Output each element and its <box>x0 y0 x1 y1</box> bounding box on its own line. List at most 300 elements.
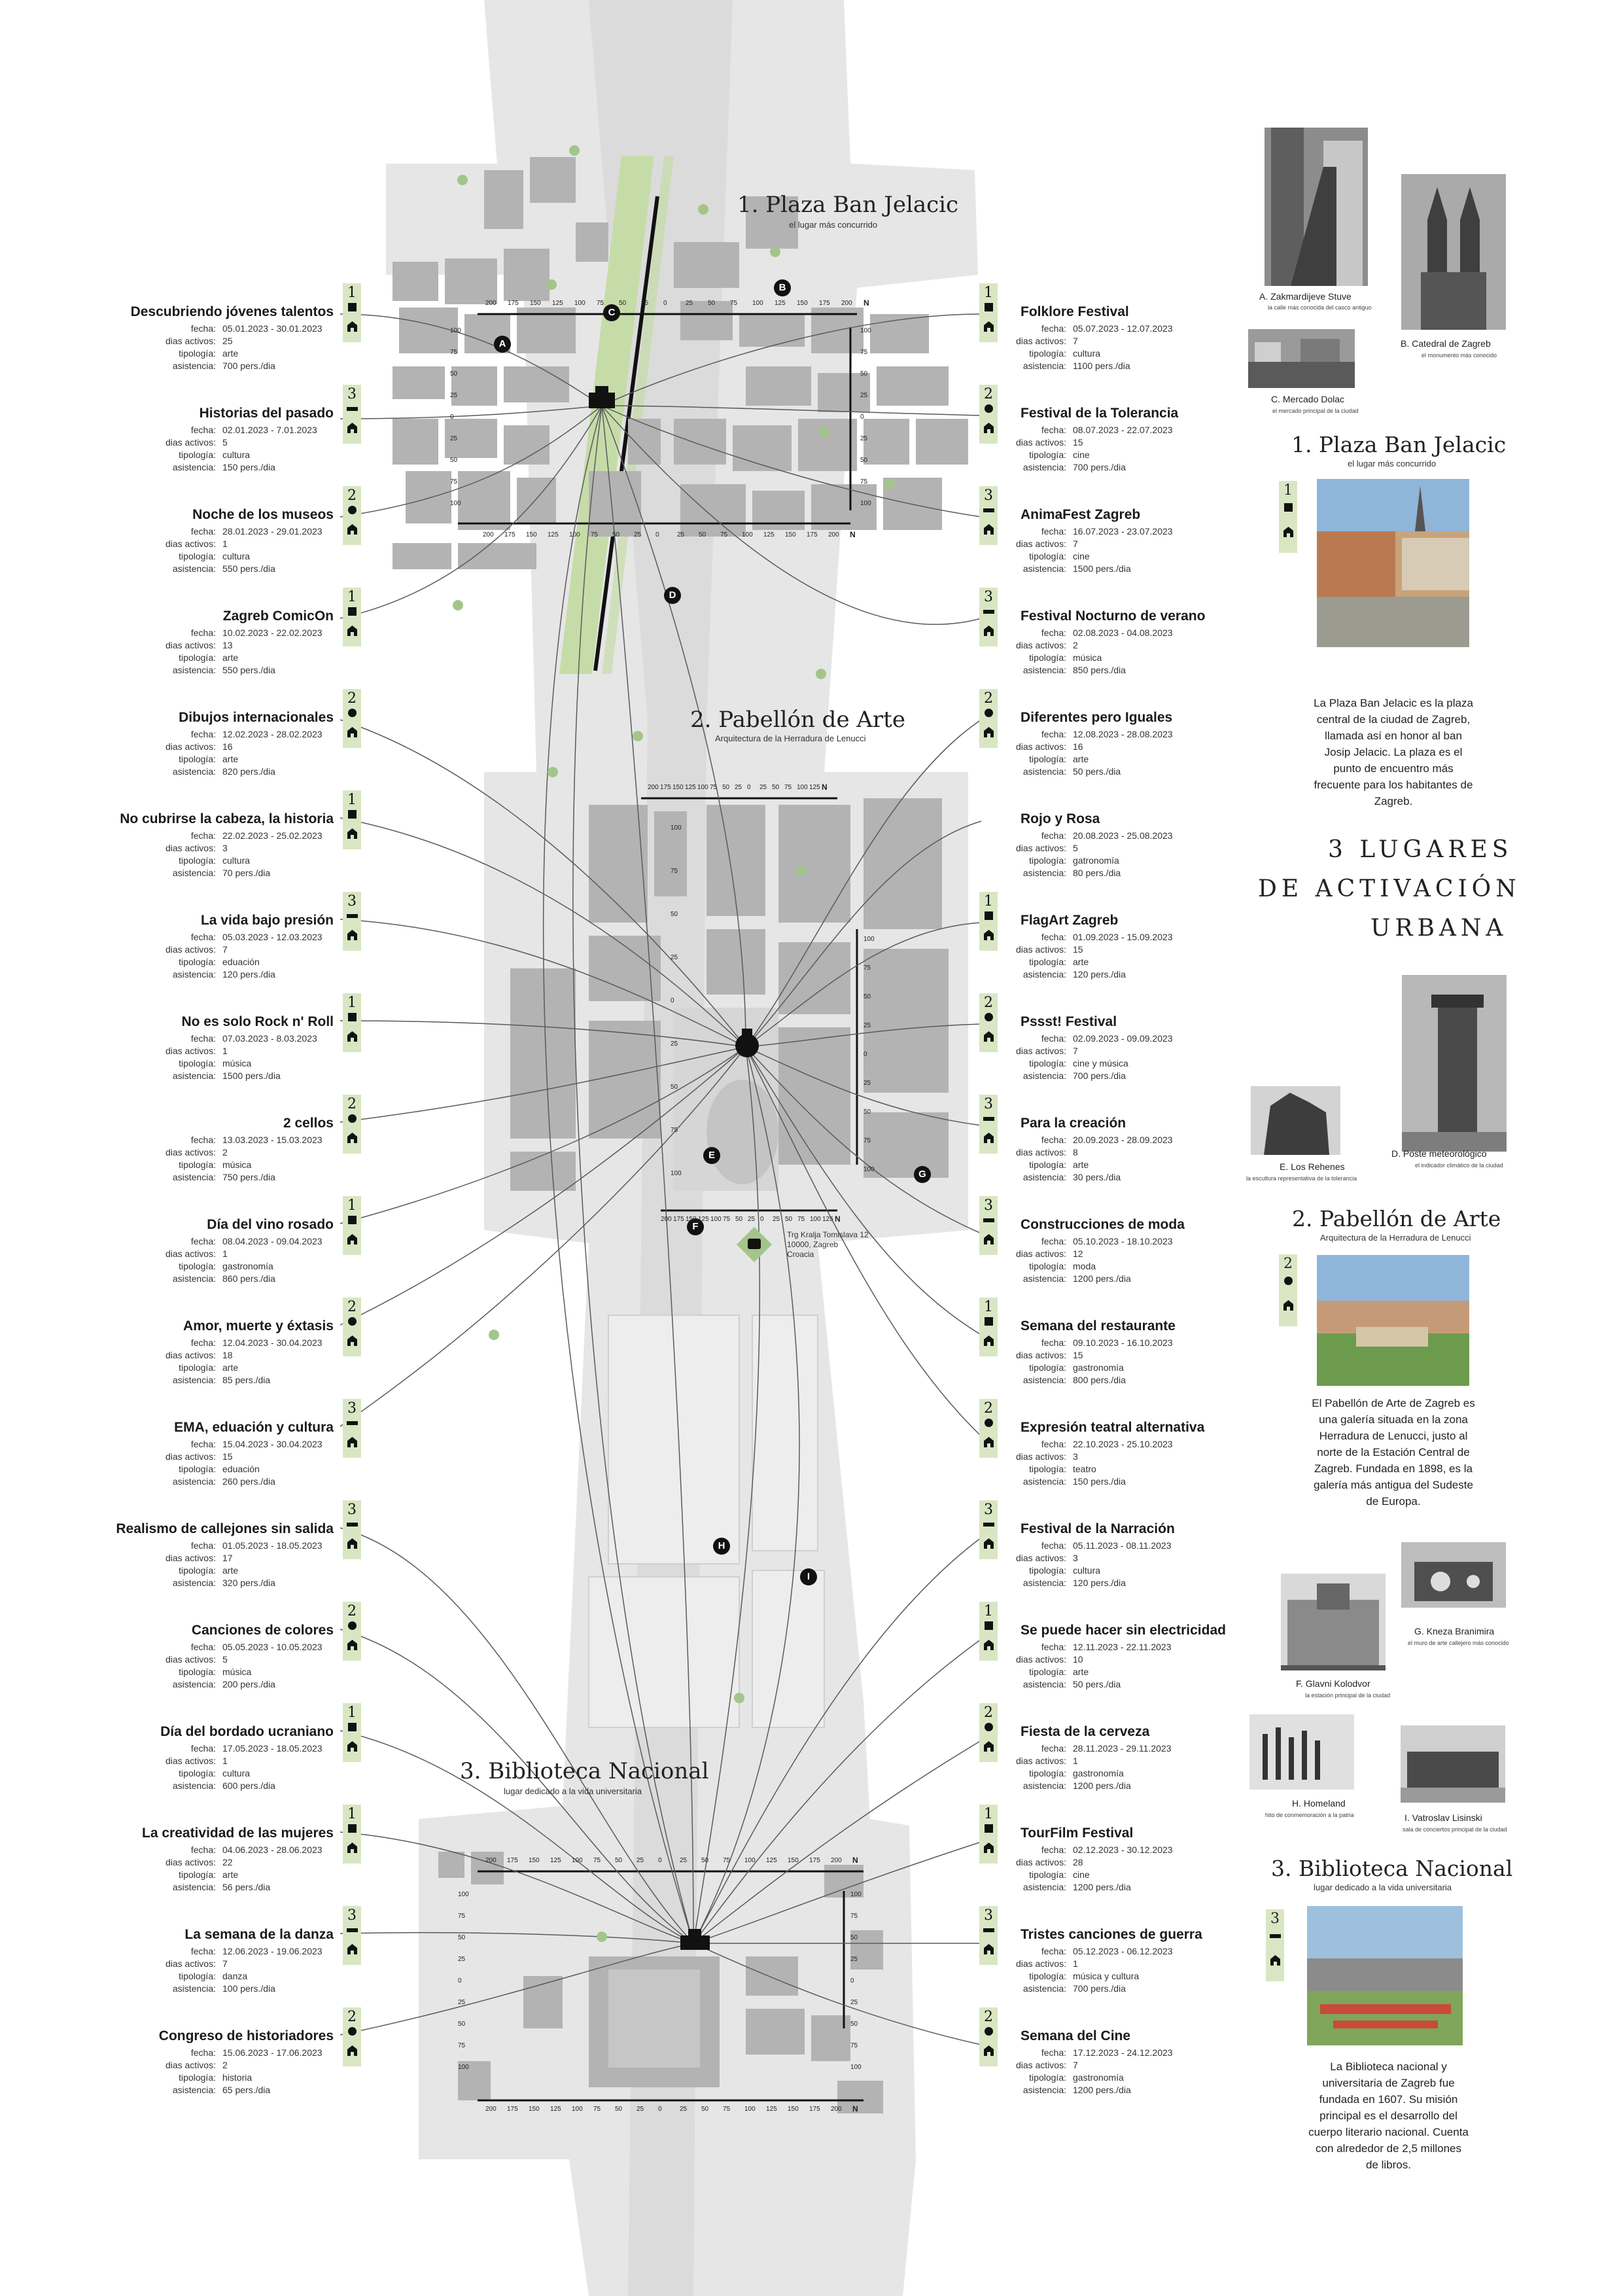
label-fecha: fecha: <box>1041 2047 1066 2058</box>
building-icon <box>984 1843 994 1853</box>
event-title: Fiesta de la cerveza <box>1021 1724 1150 1739</box>
badge-number: 1 <box>984 285 993 301</box>
circle-icon <box>348 1621 357 1630</box>
scale-tick-label: 125 <box>552 300 563 307</box>
circle-icon <box>348 2027 357 2036</box>
event-attendance: 700 pers./dia <box>222 361 275 371</box>
event-days: 10 <box>1073 1654 1083 1665</box>
vertical-tick-label: 25 <box>671 1040 678 1048</box>
photo-f-caption: F. Glavni Kolodvor <box>1296 1678 1370 1689</box>
label-asistencia: asistencia: <box>1022 563 1066 574</box>
photo-f <box>1281 1574 1386 1670</box>
badge-number: 3 <box>984 1197 993 1214</box>
address-line3: Croacia <box>787 1250 814 1259</box>
event-attendance: 120 pers./dia <box>1073 969 1126 980</box>
place-badge <box>979 283 998 342</box>
label-fecha: fecha: <box>190 323 216 334</box>
building-icon <box>984 1437 994 1447</box>
circle-icon <box>1284 1277 1293 1285</box>
event-title: Dibujos internacionales <box>179 710 334 725</box>
building-icon <box>1283 1300 1293 1311</box>
scale-tick-label: 25 <box>680 2106 688 2113</box>
label-asistencia: asistencia: <box>1022 969 1066 980</box>
scale-tick-label: 100 <box>697 784 708 791</box>
event-days: 1 <box>222 1248 228 1259</box>
scale-tick-label: 150 <box>788 2106 799 2113</box>
bar-icon <box>347 914 358 918</box>
vertical-tick-label: 50 <box>671 1084 678 1091</box>
vertical-tick-label: 50 <box>671 911 678 918</box>
label-tipologia: tipología: <box>1029 754 1066 764</box>
square-icon <box>985 303 993 311</box>
vertical-tick-label: 100 <box>450 500 461 507</box>
panel-badge-number: 3 <box>1270 1911 1280 1927</box>
scale-tick-label: 150 <box>526 531 537 539</box>
label-fecha: fecha: <box>1041 729 1066 739</box>
building-icon <box>347 1133 357 1143</box>
building-icon <box>984 930 994 940</box>
north-indicator: N <box>822 783 828 792</box>
event-attendance: 1200 pers./dia <box>1073 1882 1131 1892</box>
event-date: 20.09.2023 - 28.09.2023 <box>1073 1135 1173 1145</box>
scale-tick-label: 25 <box>677 531 685 539</box>
photo-i-caption: I. Vatroslav Lisinski <box>1405 1812 1482 1823</box>
label-fecha: fecha: <box>1041 1642 1066 1652</box>
label-tipologia: tipología: <box>179 957 216 967</box>
event-title: Diferentes pero Iguales <box>1021 710 1173 725</box>
north-indicator: N <box>852 2104 858 2113</box>
badge-number: 3 <box>984 487 993 504</box>
label-fecha: fecha: <box>1041 526 1066 537</box>
place-badge <box>343 1196 361 1255</box>
building-icon <box>984 321 994 332</box>
event-title: 2 cellos <box>283 1116 334 1131</box>
label-fecha: fecha: <box>190 1845 216 1855</box>
event-type: gastronomía <box>1073 1768 1124 1778</box>
scale-tick-label: 0 <box>760 1216 764 1223</box>
building-icon <box>984 626 994 636</box>
event-title: Zagreb ComicOn <box>222 609 334 624</box>
scale-tick-label: 150 <box>788 1857 799 1864</box>
label-fecha: fecha: <box>1041 1946 1066 1956</box>
event-attendance: 30 pers./dia <box>1073 1172 1121 1182</box>
scale-tick-label: 100 <box>574 300 585 307</box>
event-date: 04.06.2023 - 28.06.2023 <box>222 1845 323 1855</box>
scale-tick-label: 100 <box>569 531 580 539</box>
scale-tick-label: 0 <box>663 300 667 307</box>
label-asistencia: asistencia: <box>172 361 216 371</box>
event-date: 22.02.2023 - 25.02.2023 <box>222 830 323 841</box>
label-fecha: fecha: <box>190 1439 216 1449</box>
vertical-tick-label: 0 <box>850 1977 854 1985</box>
event-type: música <box>222 1159 252 1170</box>
place-badge <box>979 1602 998 1661</box>
place-badge <box>979 1298 998 1356</box>
badge-number: 2 <box>984 1400 993 1417</box>
event-attendance: 1200 pers./dia <box>1073 2085 1131 2095</box>
event-attendance: 260 pers./dia <box>222 1476 275 1487</box>
label-fecha: fecha: <box>190 526 216 537</box>
scale-tick-label: 100 <box>752 300 763 307</box>
place-badge <box>343 1906 361 1965</box>
label-dias: dias activos: <box>1015 1857 1066 1867</box>
building-icon <box>984 1944 994 1954</box>
event-date: 01.09.2023 - 15.09.2023 <box>1073 932 1173 942</box>
event-date: 08.04.2023 - 09.04.2023 <box>222 1236 323 1246</box>
event-attendance: 120 pers./dia <box>1073 1578 1126 1588</box>
place-subtitle-3: lugar dedicado a la vida universitaria <box>504 1786 642 1796</box>
scale-tick-label: 125 <box>809 784 820 791</box>
square-icon <box>348 607 357 616</box>
label-dias: dias activos: <box>1015 2060 1066 2070</box>
scale-tick-label: 150 <box>785 531 796 539</box>
event-date: 22.10.2023 - 25.10.2023 <box>1073 1439 1173 1449</box>
place-badge <box>343 790 361 849</box>
marker-d[interactable]: D <box>664 587 681 604</box>
scale-tick-label: 25 <box>637 1857 644 1864</box>
circle-icon <box>985 1013 993 1021</box>
label-dias: dias activos: <box>165 1857 216 1867</box>
event-title: Canciones de colores <box>191 1623 334 1638</box>
vertical-tick-label: 25 <box>450 435 458 442</box>
event-date: 16.07.2023 - 23.07.2023 <box>1073 526 1173 537</box>
event-date: 10.02.2023 - 22.02.2023 <box>222 627 323 638</box>
scale-tick-label: 50 <box>785 1216 793 1223</box>
label-fecha: fecha: <box>190 1033 216 1044</box>
label-dias: dias activos: <box>1015 843 1066 853</box>
photo-h-caption: H. Homeland <box>1292 1798 1346 1809</box>
label-tipologia: tipología: <box>179 2072 216 2083</box>
event-date: 12.02.2023 - 28.02.2023 <box>222 729 323 739</box>
vertical-tick-label: 50 <box>850 2021 858 2028</box>
label-fecha: fecha: <box>190 932 216 942</box>
vertical-tick-label: 25 <box>458 1956 466 1963</box>
scale-tick-label: 75 <box>720 531 728 539</box>
event-title: Noche de los museos <box>192 507 334 522</box>
label-dias: dias activos: <box>1015 1350 1066 1360</box>
event-title: Festival Nocturno de verano <box>1021 609 1206 624</box>
vertical-tick-label: 25 <box>458 1999 466 2006</box>
event-date: 05.03.2023 - 12.03.2023 <box>222 932 323 942</box>
label-tipologia: tipología: <box>179 450 216 460</box>
label-asistencia: asistencia: <box>172 1375 216 1385</box>
marker-h[interactable]: H <box>713 1538 730 1555</box>
event-attendance: 100 pers./dia <box>222 1983 275 1994</box>
label-tipologia: tipología: <box>1029 450 1066 460</box>
label-asistencia: asistencia: <box>172 969 216 980</box>
event-title: No cubrirse la cabeza, la historia <box>120 811 334 826</box>
label-fecha: fecha: <box>1041 1439 1066 1449</box>
event-title: Para la creación <box>1021 1116 1126 1131</box>
photo-a <box>1265 128 1368 286</box>
place-badge <box>979 1399 998 1458</box>
event-type: arte <box>222 348 239 359</box>
marker-c[interactable]: C <box>603 304 620 321</box>
marker-g[interactable]: G <box>914 1166 931 1183</box>
place-badge <box>343 1602 361 1661</box>
event-date: 12.06.2023 - 19.06.2023 <box>222 1946 323 1956</box>
label-tipologia: tipología: <box>179 1971 216 1981</box>
marker-i[interactable]: I <box>800 1568 817 1585</box>
label-dias: dias activos: <box>1015 1046 1066 1056</box>
event-days: 12 <box>1073 1248 1083 1259</box>
badge-number: 2 <box>984 995 993 1011</box>
label-dias: dias activos: <box>165 843 216 853</box>
place-badge <box>979 1500 998 1559</box>
badge-number: 1 <box>347 1806 357 1822</box>
event-attendance: 550 pers./dia <box>222 563 275 574</box>
scale-tick-label: 150 <box>529 1857 540 1864</box>
place-badge <box>343 892 361 951</box>
panel-badge-1 <box>1279 481 1297 553</box>
scale-tick-label: 75 <box>730 300 738 307</box>
event-attendance: 320 pers./dia <box>222 1578 275 1588</box>
building-icon <box>984 423 994 433</box>
place-badge <box>343 1805 361 1863</box>
panel-desc-2: El Pabellón de Arte de Zagreb es una galería situada en la zona Herradura de Lenucci, justo al norte de la Estación Central de Zagreb. Fundada en 1898, es la galería más antigua del Sudeste de Europa. <box>1312 1397 1475 1508</box>
scale-tick-label: 0 <box>658 1857 662 1864</box>
scale-tick-label: 25 <box>641 300 649 307</box>
circle-icon <box>985 1419 993 1427</box>
event-title: Tristes canciones de guerra <box>1021 1927 1202 1942</box>
event-days: 7 <box>1073 1046 1078 1056</box>
event-days: 5 <box>222 437 228 448</box>
label-tipologia: tipología: <box>179 551 216 561</box>
circle-icon <box>985 404 993 413</box>
vertical-tick-label: 50 <box>450 370 458 378</box>
badge-number: 1 <box>984 1299 993 1315</box>
label-dias: dias activos: <box>165 1147 216 1157</box>
bar-icon <box>347 1421 358 1425</box>
place-title-1: 1. Plaza Ban Jelacic <box>737 192 959 218</box>
vertical-tick-label: 25 <box>850 1956 858 1963</box>
badge-number: 1 <box>347 995 357 1011</box>
label-fecha: fecha: <box>1041 1337 1066 1348</box>
vertical-tick-label: 50 <box>458 2021 466 2028</box>
label-asistencia: asistencia: <box>172 1780 216 1791</box>
marker-f[interactable]: F <box>687 1218 704 1235</box>
event-date: 13.03.2023 - 15.03.2023 <box>222 1135 323 1145</box>
event-title: Realismo de callejones sin salida <box>116 1521 334 1536</box>
label-tipologia: tipología: <box>179 1464 216 1474</box>
event-attendance: 750 pers./dia <box>222 1172 275 1182</box>
label-fecha: fecha: <box>190 830 216 841</box>
badge-number: 3 <box>347 386 357 402</box>
vertical-tick-label: 100 <box>864 1166 875 1173</box>
label-tipologia: tipología: <box>1029 1768 1066 1778</box>
scale-tick-label: 125 <box>550 1857 561 1864</box>
event-date: 01.05.2023 - 18.05.2023 <box>222 1540 323 1551</box>
building-icon <box>347 1944 357 1954</box>
event-type: eduación <box>222 1464 260 1474</box>
building-icon <box>984 1741 994 1752</box>
event-days: 25 <box>222 336 233 346</box>
photo-a-sub: la calle más conocida del casco antiguo <box>1268 304 1372 311</box>
event-days: 16 <box>1073 741 1083 752</box>
label-dias: dias activos: <box>165 1958 216 1969</box>
event-days: 7 <box>1073 2060 1078 2070</box>
vertical-tick-label: 75 <box>450 349 458 356</box>
label-asistencia: asistencia: <box>172 1070 216 1081</box>
event-type: cine <box>1073 551 1090 561</box>
vertical-tick-label: 75 <box>671 1127 678 1134</box>
scale-tick-label: 125 <box>763 531 775 539</box>
event-date: 05.10.2023 - 18.10.2023 <box>1073 1236 1173 1246</box>
label-fecha: fecha: <box>1041 830 1066 841</box>
building-icon <box>984 1031 994 1042</box>
event-attendance: 65 pers./dia <box>222 2085 271 2095</box>
event-days: 15 <box>1073 1350 1083 1360</box>
label-tipologia: tipología: <box>1029 1058 1066 1069</box>
badge-number: 3 <box>347 1400 357 1417</box>
event-type: teatro <box>1073 1464 1096 1474</box>
label-tipologia: tipología: <box>1029 2072 1066 2083</box>
scale-tick-label: 200 <box>485 1857 497 1864</box>
vertical-tick-label: 50 <box>864 993 871 1000</box>
panel-subtitle-1: el lugar más concurrido <box>1348 459 1437 468</box>
vertical-tick-label: 50 <box>450 457 458 464</box>
badge-number: 1 <box>984 893 993 910</box>
event-date: 05.05.2023 - 10.05.2023 <box>222 1642 323 1652</box>
label-asistencia: asistencia: <box>1022 1070 1066 1081</box>
label-tipologia: tipología: <box>1029 1869 1066 1880</box>
event-type: arte <box>1073 1159 1089 1170</box>
scale-tick-label: 175 <box>508 300 519 307</box>
badge-number: 2 <box>347 2009 357 2025</box>
label-dias: dias activos: <box>1015 336 1066 346</box>
scale-tick-label: 25 <box>735 784 742 791</box>
vertical-tick-label: 0 <box>860 414 864 421</box>
building-icon <box>347 1234 357 1245</box>
event-date: 17.05.2023 - 18.05.2023 <box>222 1743 323 1754</box>
event-attendance: 56 pers./dia <box>222 1882 271 1892</box>
place-badge <box>979 1095 998 1154</box>
photo-d-caption: D. Poste meteorológico <box>1391 1148 1487 1159</box>
panel-desc-1: La Plaza Ban Jelacic es la plaza central de la ciudad de Zagreb, llamada así en honor al ban Josip Jelacic. La plaza es el punto de encuentro más frecuente para los habitantes de Zagreb. <box>1314 697 1473 807</box>
event-type: cultura <box>1073 1565 1101 1576</box>
vertical-tick-label: 25 <box>450 392 458 399</box>
photo-h-sub: hito de conmemoración a la patria <box>1265 1812 1354 1818</box>
photo-e <box>1251 1086 1340 1155</box>
vertical-tick-label: 50 <box>860 370 868 378</box>
place-title-3: 3. Biblioteca Nacional <box>460 1758 709 1784</box>
label-tipologia: tipología: <box>179 1768 216 1778</box>
building-icon <box>1270 1955 1280 1966</box>
label-tipologia: tipología: <box>1029 1971 1066 1981</box>
event-date: 28.01.2023 - 29.01.2023 <box>222 526 323 537</box>
place-title-2: 2. Pabellón de Arte <box>690 707 905 733</box>
label-tipologia: tipología: <box>1029 551 1066 561</box>
marker-e[interactable]: E <box>703 1147 720 1164</box>
photo-g-caption: G. Kneza Branimira <box>1414 1626 1495 1636</box>
event-days: 8 <box>1073 1147 1078 1157</box>
panel-title-3: 3. Biblioteca Nacional <box>1271 1856 1513 1881</box>
event-days: 3 <box>1073 1451 1078 1462</box>
label-dias: dias activos: <box>165 336 216 346</box>
place-badge <box>979 1196 998 1255</box>
place-badge <box>343 2007 361 2066</box>
panel-title-2: 2. Pabellón de Arte <box>1292 1206 1501 1231</box>
photo-b-caption: B. Catedral de Zagreb <box>1401 338 1491 349</box>
place-badge <box>343 385 361 444</box>
place-badge <box>343 283 361 342</box>
label-dias: dias activos: <box>1015 1958 1066 1969</box>
scale-tick-label: 200 <box>648 784 659 791</box>
scale-tick-label: 125 <box>822 1216 833 1223</box>
event-date: 02.12.2023 - 30.12.2023 <box>1073 1845 1173 1855</box>
event-title: Construcciones de moda <box>1021 1217 1185 1232</box>
scale-tick-label: 100 <box>572 2106 583 2113</box>
scale-tick-label: 150 <box>797 300 808 307</box>
event-type: arte <box>222 754 239 764</box>
label-dias: dias activos: <box>1015 1451 1066 1462</box>
building-icon <box>347 930 357 940</box>
address-line2: 10000, Zagreb <box>787 1240 839 1249</box>
label-tipologia: tipología: <box>179 1362 216 1373</box>
bar-icon <box>983 1117 994 1121</box>
label-asistencia: asistencia: <box>1022 1679 1066 1689</box>
vertical-tick-label: 50 <box>850 1934 858 1941</box>
square-icon <box>985 1317 993 1326</box>
address-line1: Trg Kralja Tomislava 12 <box>787 1230 869 1239</box>
event-title: Semana del Cine <box>1021 2028 1131 2043</box>
vertical-tick-label: 50 <box>458 1934 466 1941</box>
square-icon <box>985 1621 993 1630</box>
marker-a[interactable]: A <box>494 336 511 353</box>
scale-tick-label: 175 <box>807 531 818 539</box>
photo-e-caption: E. Los Rehenes <box>1280 1161 1345 1172</box>
vertical-tick-label: 0 <box>671 997 674 1004</box>
scale-tick-label: 150 <box>672 784 684 791</box>
event-days: 13 <box>222 640 233 650</box>
event-date: 12.11.2023 - 22.11.2023 <box>1073 1642 1172 1652</box>
vertical-tick-label: 100 <box>671 1170 682 1177</box>
event-days: 3 <box>222 843 228 853</box>
badge-number: 2 <box>984 2009 993 2025</box>
photo-h <box>1249 1714 1354 1790</box>
event-type: eduación <box>222 957 260 967</box>
bar-icon <box>347 407 358 411</box>
event-attendance: 85 pers./dia <box>222 1375 271 1385</box>
vertical-tick-label: 100 <box>450 327 461 334</box>
event-attendance: 550 pers./dia <box>222 665 275 675</box>
badge-number: 3 <box>347 1502 357 1518</box>
label-asistencia: asistencia: <box>172 1679 216 1689</box>
marker-b[interactable]: B <box>774 279 791 296</box>
label-asistencia: asistencia: <box>1022 766 1066 777</box>
event-type: música <box>1073 652 1102 663</box>
event-attendance: 1200 pers./dia <box>1073 1273 1131 1284</box>
photo-b-sub: el monumento más conocido <box>1422 352 1497 359</box>
square-icon <box>1284 503 1293 512</box>
scale-tick-label: 50 <box>615 1857 623 1864</box>
label-asistencia: asistencia: <box>1022 462 1066 472</box>
event-type: gatronomía <box>1073 855 1119 866</box>
vertical-tick-label: 100 <box>860 327 871 334</box>
badge-number: 3 <box>347 893 357 910</box>
event-type: arte <box>222 1869 239 1880</box>
scale-tick-label: 175 <box>507 2106 518 2113</box>
address <box>787 1230 869 1260</box>
scale-tick-label: 100 <box>710 1216 722 1223</box>
place-badge <box>979 993 998 1052</box>
event-date: 09.10.2023 - 16.10.2023 <box>1073 1337 1173 1348</box>
event-title: TourFilm Festival <box>1021 1826 1134 1841</box>
scale-tick-label: 50 <box>699 531 707 539</box>
badge-number: 2 <box>347 1299 357 1315</box>
label-dias: dias activos: <box>165 1756 216 1766</box>
event-days: 1 <box>222 1046 228 1056</box>
